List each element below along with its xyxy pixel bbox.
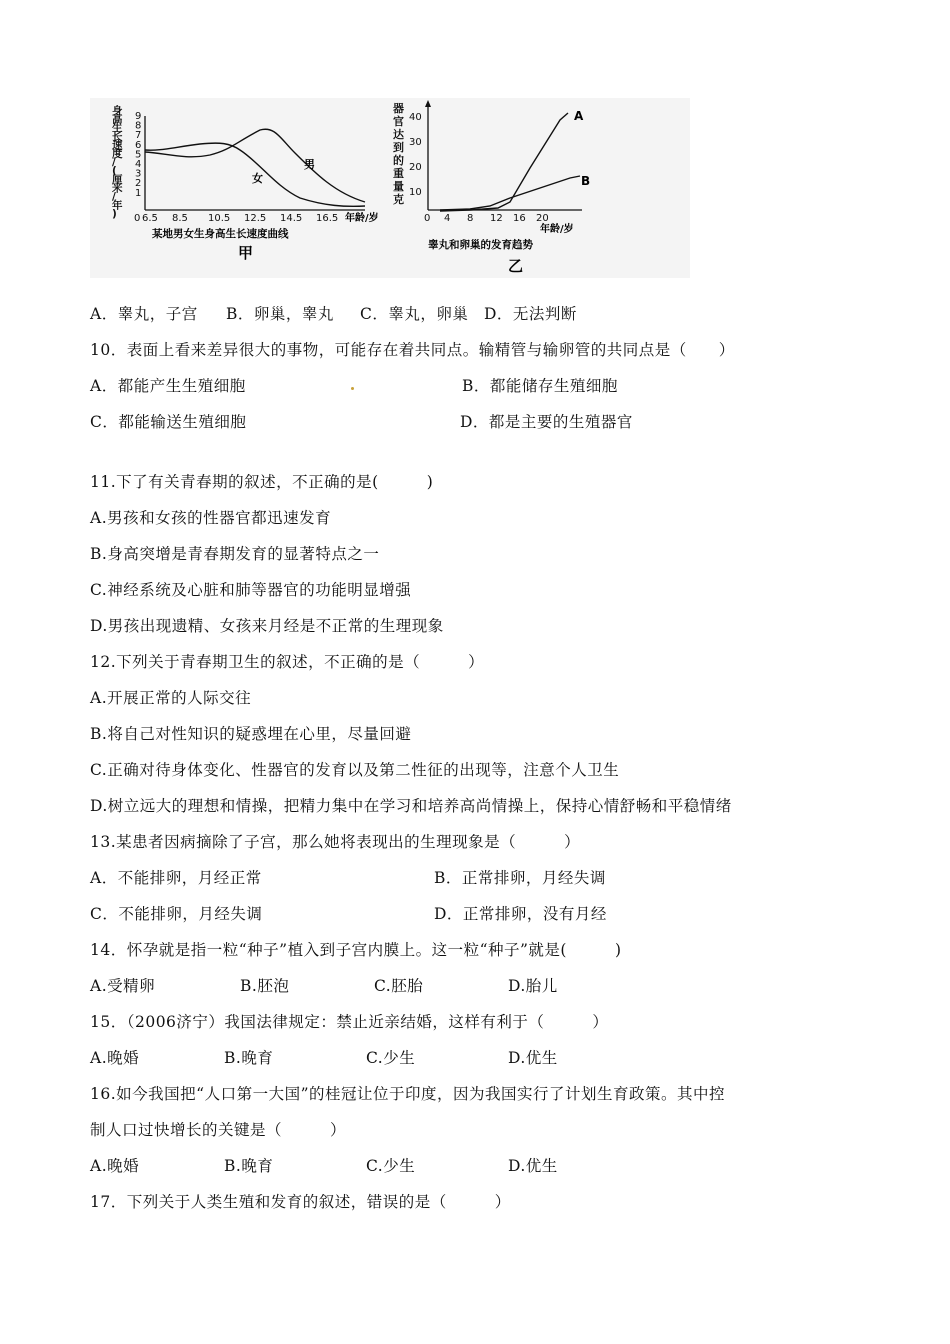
q14-option-b: B.胚泡 bbox=[240, 977, 290, 995]
left-ylabel-char: 生 bbox=[112, 122, 123, 135]
q17-stem: 17．下列关于人类生殖和发育的叙述，错误的是（ ） bbox=[90, 1193, 511, 1211]
right-xtick: 12 bbox=[490, 213, 503, 224]
label-b: B bbox=[581, 174, 591, 188]
right-ylabel-char: 重 bbox=[393, 167, 404, 180]
q16-option-d: D.优生 bbox=[508, 1157, 558, 1175]
q12-option-c: C.正确对待身体变化、性器官的发育以及第二性征的出现等，注意个人卫生 bbox=[90, 761, 620, 779]
q13-option-d: D．正常排卵，没有月经 bbox=[434, 905, 607, 923]
q9-option-d: D．无法判断 bbox=[484, 305, 577, 323]
figure-panel bbox=[90, 98, 690, 278]
q12-option-b: B.将自己对性知识的疑惑埋在心里，尽量回避 bbox=[90, 725, 412, 743]
q15-option-c: C.少生 bbox=[366, 1049, 416, 1067]
q15-option-a: A.晚婚 bbox=[90, 1049, 140, 1067]
q9-option-a: A．睾丸，子宫 bbox=[90, 305, 198, 323]
q10-stem: 10．表面上看来差异很大的事物，可能存在着共同点。输精管与输卵管的共同点是（ ） bbox=[90, 341, 735, 359]
right-y-axis-label bbox=[392, 101, 404, 206]
q16-stem-line1: 16.如今我国把“人口第一大国”的桂冠让位于印度，因为我国实行了计划生育政策。其中控 bbox=[90, 1085, 726, 1103]
right-y-arrow bbox=[425, 100, 431, 107]
right-ylabel-char: 达 bbox=[393, 128, 404, 141]
q14-option-a: A.受精卵 bbox=[90, 977, 156, 995]
right-xtick: 8 bbox=[467, 213, 474, 224]
right-ytick: 20 bbox=[409, 162, 422, 173]
q15-option-d: D.优生 bbox=[508, 1049, 558, 1067]
left-ylabel-char: ) bbox=[112, 208, 117, 221]
q12-option-d: D.树立远大的理想和情操，把精力集中在学习和培养高尚情操上，保持心情舒畅和平稳情绪 bbox=[90, 797, 732, 815]
male-curve bbox=[145, 129, 365, 202]
left-ylabel-char: ( bbox=[112, 165, 117, 178]
left-ytick: 1 bbox=[135, 187, 142, 199]
left-ytick: 5 bbox=[135, 149, 142, 161]
right-xtick: 4 bbox=[444, 213, 451, 224]
right-ytick: 40 bbox=[409, 112, 422, 123]
right-xtick: 16 bbox=[513, 213, 526, 224]
right-ylabel-char: 的 bbox=[393, 154, 404, 167]
q11-option-b: B.身高突增是青春期发育的显著特点之一 bbox=[90, 545, 380, 563]
right-x-axis-label: 年龄/岁 bbox=[540, 224, 574, 235]
q11-option-c: C.神经系统及心脏和肺等器官的功能明显增强 bbox=[90, 581, 412, 599]
q15-stem: 15．（2006济宁）我国法律规定：禁止近亲结婚，这样有利于（ ） bbox=[90, 1013, 609, 1031]
left-ytick: 6 bbox=[135, 139, 142, 151]
left-x-axis-label: 年龄/岁 bbox=[345, 213, 379, 224]
left-caption: 某地男女生身高生长速度曲线 bbox=[152, 228, 289, 240]
q16-option-c: C.少生 bbox=[366, 1157, 416, 1175]
left-y-ticks bbox=[135, 111, 141, 199]
left-y-axis-label bbox=[111, 104, 123, 220]
q14-option-d: D.胎儿 bbox=[508, 977, 558, 995]
right-xtick: 0 bbox=[424, 213, 431, 224]
right-ytick: 30 bbox=[409, 137, 422, 148]
right-x-ticks bbox=[424, 213, 549, 224]
left-x-ticks bbox=[134, 213, 338, 224]
left-xtick: 8.5 bbox=[172, 213, 188, 224]
q15-option-b: B.晚育 bbox=[224, 1049, 274, 1067]
left-ytick: 8 bbox=[135, 120, 142, 132]
left-xtick: 14.5 bbox=[280, 213, 303, 224]
right-caption: 睾丸和卵巢的发育趋势 bbox=[428, 239, 533, 251]
left-ytick: 7 bbox=[135, 130, 142, 142]
q10-option-a: A．都能产生生殖细胞 bbox=[90, 377, 246, 395]
left-xtick: 6.5 bbox=[142, 213, 158, 224]
q11-stem: 11.下了有关青春期的叙述，不正确的是( ) bbox=[90, 473, 434, 491]
q14-option-c: C.胚胎 bbox=[374, 977, 424, 995]
left-ylabel-char: 度 bbox=[112, 148, 123, 160]
left-ytick: 4 bbox=[135, 159, 142, 170]
q9-option-b: B．卵巢，睾丸 bbox=[226, 305, 334, 323]
left-ytick: 2 bbox=[135, 178, 142, 190]
right-ylabel-char: 量 bbox=[393, 180, 404, 193]
right-y-ticks bbox=[409, 112, 422, 198]
right-ylabel-char: 到 bbox=[393, 141, 404, 154]
curve-b bbox=[440, 176, 580, 210]
q10-option-d: D．都是主要的生殖器官 bbox=[460, 413, 633, 431]
growth-charts bbox=[90, 98, 690, 278]
q16-stem-line2: 制人口过快增长的关键是（ ） bbox=[90, 1121, 347, 1139]
left-xtick: 12.5 bbox=[244, 213, 267, 224]
chart-jia bbox=[111, 104, 379, 262]
q16-option-a: A.晚婚 bbox=[90, 1157, 140, 1175]
left-xtick: 0 bbox=[134, 213, 141, 224]
q10-option-b: B．都能储存生殖细胞 bbox=[462, 377, 618, 395]
q13-stem: 13.某患者因病摘除了子宫，那么她将表现出的生理现象是（ ） bbox=[90, 833, 581, 851]
q14-stem: 14．怀孕就是指一粒“种子”植入到子宫内膜上。这一粒“种子”就是( ) bbox=[90, 941, 622, 959]
q9-option-c: C．睾丸，卵巢 bbox=[360, 305, 469, 323]
female-label: 女 bbox=[252, 172, 263, 185]
stray-dot bbox=[351, 387, 354, 390]
q13-option-c: C．不能排卵，月经失调 bbox=[90, 905, 263, 923]
q11-option-a: A.男孩和女孩的性器官都迅速发育 bbox=[90, 509, 332, 527]
q16-option-b: B.晚育 bbox=[224, 1157, 274, 1175]
left-ylabel-char: 速 bbox=[112, 139, 123, 152]
left-ytick: 3 bbox=[135, 168, 142, 180]
q12-option-a: A.开展正常的人际交往 bbox=[90, 689, 252, 707]
left-xtick: 16.5 bbox=[316, 213, 339, 224]
left-ylabel-char: 米 bbox=[112, 182, 123, 195]
right-ylabel-char: 器 bbox=[393, 102, 404, 115]
left-ylabel-char: / bbox=[112, 156, 116, 169]
q10-option-c: C．都能输送生殖细胞 bbox=[90, 413, 247, 431]
male-label: 男 bbox=[304, 158, 315, 171]
left-ylabel-char: / bbox=[112, 191, 116, 203]
q13-option-a: A．不能排卵，月经正常 bbox=[90, 869, 262, 887]
curve-a bbox=[440, 113, 568, 211]
q11-option-d: D.男孩出现遗精、女孩来月经是不正常的生理现象 bbox=[90, 617, 444, 635]
left-ylabel-char: 身 bbox=[112, 105, 123, 117]
right-ytick: 10 bbox=[409, 187, 422, 198]
left-ylabel-char: 长 bbox=[112, 130, 123, 143]
panel-label-yi: 乙 bbox=[508, 257, 524, 275]
q13-option-b: B．正常排卵，月经失调 bbox=[434, 869, 606, 887]
right-xtick: 20 bbox=[536, 213, 549, 224]
label-a: A bbox=[574, 109, 584, 123]
q12-stem: 12.下列关于青春期卫生的叙述，不正确的是（ ） bbox=[90, 653, 485, 671]
left-xtick: 10.5 bbox=[208, 213, 231, 224]
left-ytick: 9 bbox=[135, 111, 142, 122]
right-ylabel-char: 官 bbox=[393, 115, 404, 128]
left-ylabel-char: 厘 bbox=[112, 173, 123, 186]
left-ylabel-char: 年 bbox=[112, 199, 123, 212]
panel-label-jia: 甲 bbox=[238, 244, 254, 262]
left-ylabel-char: 高 bbox=[112, 113, 123, 126]
chart-yi bbox=[392, 100, 590, 275]
right-ylabel-char: 克 bbox=[393, 193, 404, 206]
